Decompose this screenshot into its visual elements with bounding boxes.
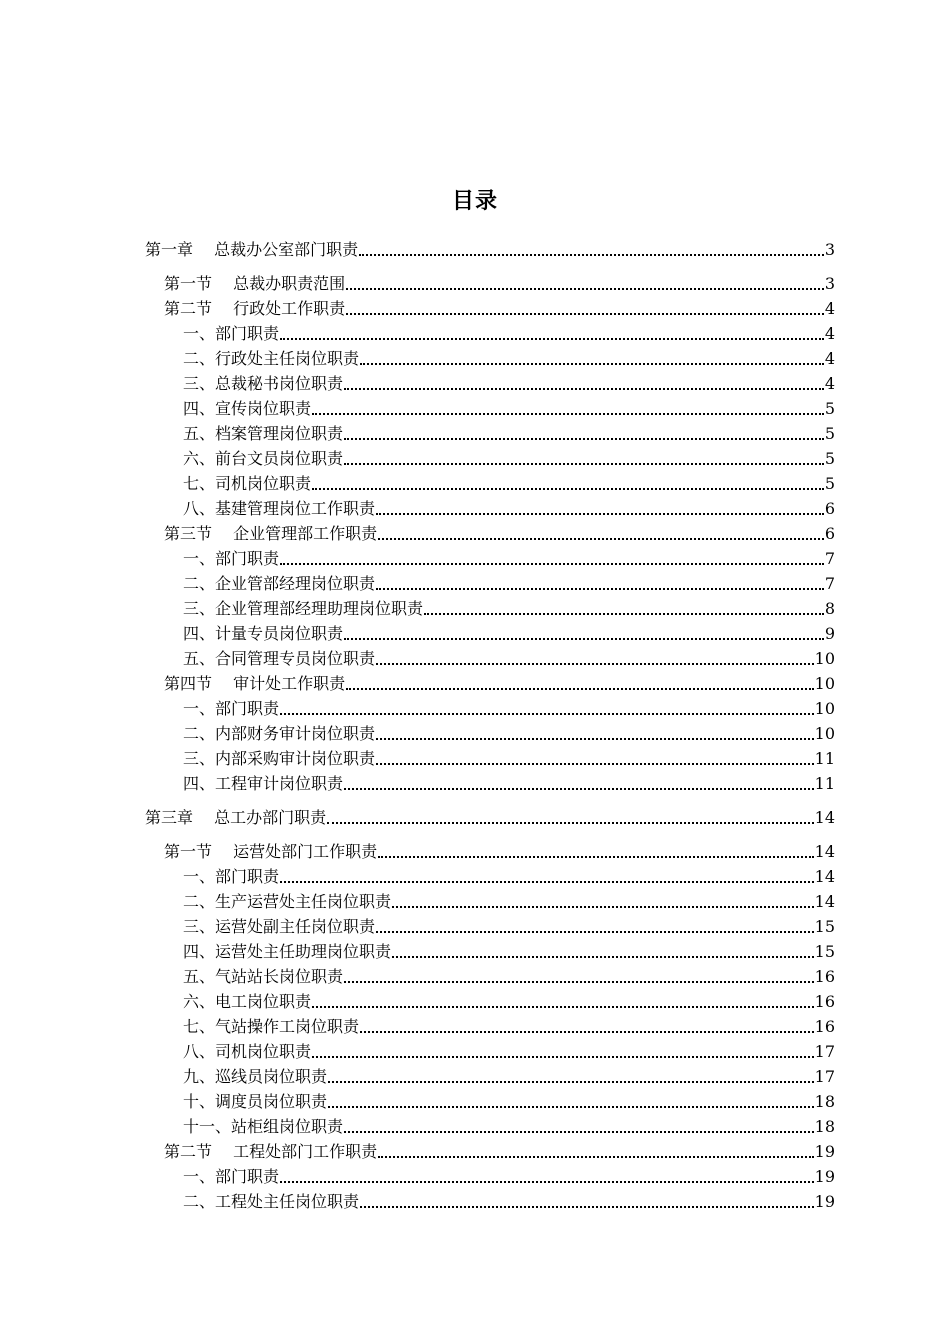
toc-page-number: 7 <box>824 549 835 568</box>
toc-entry[interactable] <box>183 495 835 519</box>
toc-entry-label: 三、企业管理部经理助理岗位职责 <box>183 599 424 618</box>
toc-title: 目录 <box>451 189 498 214</box>
toc-entry[interactable] <box>183 963 835 987</box>
toc-page-number: 10 <box>814 674 835 693</box>
toc-dot-leader <box>392 906 814 908</box>
toc-entry-label: 三、内部采购审计岗位职责 <box>183 749 376 768</box>
toc-page-number: 16 <box>814 967 835 986</box>
toc-entry[interactable] <box>183 695 835 719</box>
toc-entry[interactable] <box>183 913 835 937</box>
toc-entry-label: 第一节 运营处部门工作职责 <box>164 842 378 861</box>
toc-entry-label: 九、巡线员岗位职责 <box>183 1067 328 1086</box>
toc-entry-label: 一、部门职责 <box>183 867 280 886</box>
toc-entry[interactable] <box>183 863 835 887</box>
toc-entry-label: 第四节 审计处工作职责 <box>164 674 346 693</box>
toc-dot-leader <box>344 788 814 790</box>
toc-page-number: 15 <box>814 917 835 936</box>
toc-page-number: 19 <box>814 1142 835 1161</box>
toc-entry[interactable] <box>164 670 835 694</box>
toc-dot-leader <box>280 881 814 883</box>
toc-entry-label: 三、运营处副主任岗位职责 <box>183 917 376 936</box>
toc-entry[interactable] <box>183 445 835 469</box>
toc-entry[interactable] <box>183 1063 835 1087</box>
toc-entry[interactable] <box>164 520 835 544</box>
toc-entry-label: 一、部门职责 <box>183 324 280 343</box>
toc-entry-label: 五、合同管理专员岗位职责 <box>183 649 376 668</box>
toc-dot-leader <box>328 1081 814 1083</box>
toc-page-number: 4 <box>824 299 835 318</box>
toc-page-number: 6 <box>824 524 835 543</box>
toc-page-number: 6 <box>824 499 835 518</box>
toc-dot-leader <box>344 981 814 983</box>
toc-page-number: 14 <box>814 842 835 861</box>
toc-entry[interactable] <box>183 888 835 912</box>
toc-entry-label: 四、计量专员岗位职责 <box>183 624 344 643</box>
toc-dot-leader <box>359 254 824 256</box>
toc-dot-leader <box>378 1156 814 1158</box>
toc-page-number: 5 <box>824 399 835 418</box>
toc-dot-leader <box>378 538 824 540</box>
toc-page-number: 3 <box>824 274 835 293</box>
toc-entry-label: 二、生产运营处主任岗位职责 <box>183 892 392 911</box>
toc-page-number: 3 <box>824 240 835 259</box>
toc-dot-leader <box>376 738 814 740</box>
toc-entry[interactable] <box>164 838 835 862</box>
toc-dot-leader <box>344 438 824 440</box>
toc-dot-leader <box>328 1106 814 1108</box>
toc-entry[interactable] <box>183 370 835 394</box>
toc-entry[interactable] <box>183 395 835 419</box>
toc-page-number: 18 <box>814 1117 835 1136</box>
toc-dot-leader <box>376 663 814 665</box>
toc-dot-leader <box>312 488 824 490</box>
toc-entry[interactable] <box>183 1088 835 1112</box>
toc-page-number: 16 <box>814 992 835 1011</box>
toc-dot-leader <box>346 688 814 690</box>
toc-page-number: 14 <box>814 808 835 827</box>
toc-entry-label: 五、气站站长岗位职责 <box>183 967 344 986</box>
toc-dot-leader <box>280 713 814 715</box>
toc-page-number: 11 <box>814 774 835 793</box>
toc-dot-leader <box>312 1006 814 1008</box>
toc-page-number: 4 <box>824 349 835 368</box>
toc-entry[interactable] <box>183 988 835 1012</box>
toc-dot-leader <box>280 338 824 340</box>
toc-dot-leader <box>376 588 824 590</box>
toc-dot-leader <box>344 638 824 640</box>
toc-entry[interactable] <box>183 720 835 744</box>
toc-entry[interactable] <box>164 295 835 319</box>
toc-entry-label: 第二节 行政处工作职责 <box>164 299 346 318</box>
toc-entry[interactable] <box>183 570 835 594</box>
toc-dot-leader <box>327 822 814 824</box>
toc-dot-leader <box>346 313 824 315</box>
toc-entry-label: 七、气站操作工岗位职责 <box>183 1017 360 1036</box>
toc-entry-label: 一、部门职责 <box>183 699 280 718</box>
toc-dot-leader <box>376 931 814 933</box>
toc-dot-leader <box>378 856 814 858</box>
toc-entry[interactable] <box>164 270 835 294</box>
toc-dot-leader <box>344 1131 814 1133</box>
toc-entry[interactable] <box>183 1188 835 1212</box>
toc-entry[interactable] <box>183 745 835 769</box>
toc-entry[interactable] <box>183 470 835 494</box>
toc-entry-label: 七、司机岗位职责 <box>183 474 312 493</box>
toc-page-number: 4 <box>824 374 835 393</box>
toc-entry-label: 第二节 工程处部门工作职责 <box>164 1142 378 1161</box>
toc-entry[interactable] <box>183 320 835 344</box>
toc-entry[interactable] <box>183 770 835 794</box>
toc-dot-leader <box>344 388 824 390</box>
toc-entry[interactable] <box>183 345 835 369</box>
toc-entry-label: 二、内部财务审计岗位职责 <box>183 724 376 743</box>
toc-page-number: 4 <box>824 324 835 343</box>
toc-entry-label: 十一、站柜组岗位职责 <box>183 1117 344 1136</box>
toc-entry[interactable] <box>164 1138 835 1162</box>
toc-page-number: 8 <box>824 599 835 618</box>
toc-entry-label: 四、运营处主任助理岗位职责 <box>183 942 392 961</box>
toc-entry[interactable] <box>145 804 835 828</box>
toc-dot-leader <box>376 763 814 765</box>
toc-page-number: 19 <box>814 1167 835 1186</box>
toc-entry-label: 第一章 总裁办公室部门职责 <box>145 240 359 259</box>
toc-dot-leader <box>360 363 824 365</box>
toc-page-number: 10 <box>814 699 835 718</box>
toc-page-number: 15 <box>814 942 835 961</box>
toc-dot-leader <box>280 563 824 565</box>
toc-page-number: 19 <box>814 1192 835 1211</box>
toc-entry-label: 八、司机岗位职责 <box>183 1042 312 1061</box>
toc-page-number: 10 <box>814 649 835 668</box>
toc-entry-label: 四、宣传岗位职责 <box>183 399 312 418</box>
toc-page-number: 10 <box>814 724 835 743</box>
toc-page-number: 9 <box>824 624 835 643</box>
toc-entry[interactable] <box>183 1113 835 1137</box>
toc-entry-label: 五、档案管理岗位职责 <box>183 424 344 443</box>
toc-entry[interactable] <box>183 545 835 569</box>
toc-page-number: 11 <box>814 749 835 768</box>
toc-entry[interactable] <box>183 1013 835 1037</box>
toc-entry-label: 二、行政处主任岗位职责 <box>183 349 360 368</box>
toc-page-number: 17 <box>814 1042 835 1061</box>
toc-page-number: 5 <box>824 449 835 468</box>
toc-entry-label: 一、部门职责 <box>183 1167 280 1186</box>
toc-entry-label: 第一节 总裁办职责范围 <box>164 274 346 293</box>
toc-entry-label: 二、企业管部经理岗位职责 <box>183 574 376 593</box>
toc-dot-leader <box>360 1031 814 1033</box>
toc-entry[interactable] <box>183 645 835 669</box>
toc-entry[interactable] <box>145 236 835 260</box>
toc-entry-label: 六、前台文员岗位职责 <box>183 449 344 468</box>
toc-dot-leader <box>344 463 824 465</box>
toc-entry[interactable] <box>183 1163 835 1187</box>
toc-entry-label: 第三章 总工办部门职责 <box>145 808 327 827</box>
toc-dot-leader <box>280 1181 814 1183</box>
toc-dot-leader <box>312 413 824 415</box>
toc-page-number: 14 <box>814 892 835 911</box>
toc-dot-leader <box>312 1056 814 1058</box>
toc-dot-leader <box>360 1206 814 1208</box>
toc-entry-label: 二、工程处主任岗位职责 <box>183 1192 360 1211</box>
toc-entry[interactable] <box>183 420 835 444</box>
toc-dot-leader <box>376 513 824 515</box>
toc-page-number: 7 <box>824 574 835 593</box>
toc-entry-label: 第三节 企业管理部工作职责 <box>164 524 378 543</box>
toc-page-number: 5 <box>824 424 835 443</box>
toc-dot-leader <box>392 956 814 958</box>
toc-page-number: 18 <box>814 1092 835 1111</box>
toc-page-number: 14 <box>814 867 835 886</box>
toc-page-number: 17 <box>814 1067 835 1086</box>
toc-entry-label: 一、部门职责 <box>183 549 280 568</box>
toc-entry[interactable] <box>183 1038 835 1062</box>
toc-entry[interactable] <box>183 938 835 962</box>
toc-entry-label: 六、电工岗位职责 <box>183 992 312 1011</box>
toc-dot-leader <box>424 613 824 615</box>
toc-entry-label: 十、调度员岗位职责 <box>183 1092 328 1111</box>
toc-entry[interactable] <box>183 620 835 644</box>
toc-page-number: 5 <box>824 474 835 493</box>
toc-entry-label: 三、总裁秘书岗位职责 <box>183 374 344 393</box>
toc-entry[interactable] <box>183 595 835 619</box>
toc-entry-label: 四、工程审计岗位职责 <box>183 774 344 793</box>
toc-entry-label: 八、基建管理岗位工作职责 <box>183 499 376 518</box>
toc-page-number: 16 <box>814 1017 835 1036</box>
toc-dot-leader <box>346 288 824 290</box>
